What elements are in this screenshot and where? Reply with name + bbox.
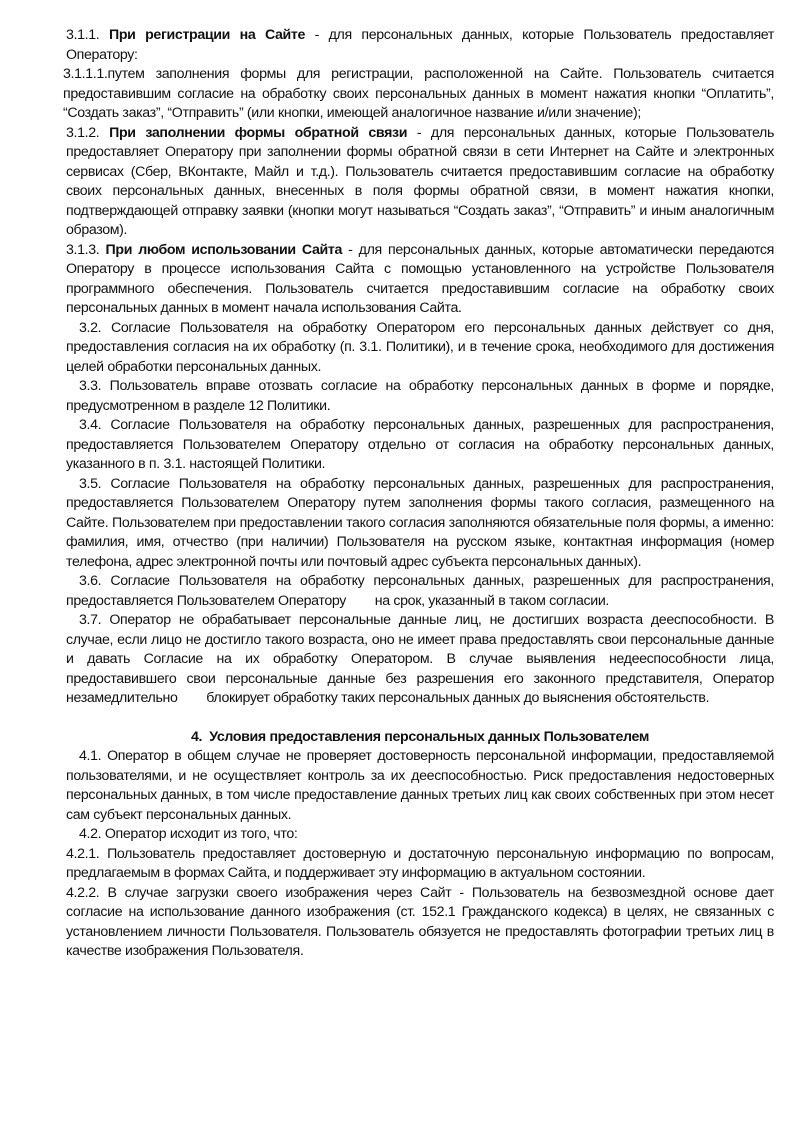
clause-number: 3.2. bbox=[79, 319, 102, 336]
clause-text: путем заполнения формы для регистрации, расположенной на Сайте. Пользователь считается предоставившим согласие на обработку своих персональных данных в момент нажатия кнопки “Оплатить”, “Создать заказ”, “Отправить” (или кнопки, имеющей аналогичное название и/или значение); bbox=[63, 66, 774, 121]
paragraph-4-1 bbox=[66, 747, 774, 825]
clause-number: 3.4. bbox=[79, 417, 102, 433]
document-page bbox=[63, 26, 778, 962]
paragraph-4-2-1 bbox=[66, 845, 774, 884]
paragraph-3-1-2 bbox=[66, 124, 774, 241]
clause-text: - для персональных данных, которые Пользователь предоставляет Оператору: bbox=[66, 27, 774, 63]
clause-title: При регистрации на Сайте bbox=[109, 27, 306, 43]
clause-text: Оператор в общем случае не проверяет достоверность персональной информации, предоставляемой пользователями, и не осуществляет контроль за их дееспособностью. Риск предоставления недостоверных персональных данных, в том числе предоставление данных третьих лиц как своих собственных при этом несет сам субъект персональных данных. bbox=[66, 748, 774, 823]
clause-number: 4.2.2. bbox=[66, 884, 100, 901]
paragraph-3-2 bbox=[66, 319, 774, 378]
paragraph-4-2-2 bbox=[66, 884, 774, 962]
clause-text: Пользователь вправе отозвать согласие на обработку персональных данных в форме и порядке, предусмотренном в разделе 12 Политики. bbox=[66, 378, 775, 414]
clause-number: 3.3. bbox=[79, 378, 102, 394]
clause-title: При заполнении формы обратной связи bbox=[109, 124, 408, 141]
section-4-heading: 4. Условия предоставления персональных данных Пользователем bbox=[190, 728, 650, 745]
paragraph-3-5 bbox=[66, 475, 774, 573]
clause-number: 3.5. bbox=[79, 475, 102, 492]
clause-number: 3.1.3. bbox=[66, 241, 100, 258]
clause-text: Согласие Пользователя на обработку персональных данных, разрешенных для распространения, предоставляется Пользователем Оператору отдельно от согласия на обработку персональных данных, указанного в п. 3.1. настоящей Политики. bbox=[66, 417, 774, 472]
clause-text: Пользователь предоставляет достоверную и достаточную персональную информацию по вопросам, предлагаемым в формах Сайта, и поддерживает эту информацию в актуальном состоянии. bbox=[66, 845, 774, 881]
paragraph-3-3 bbox=[66, 377, 774, 416]
clause-text: Согласие Пользователя на обработку персональных данных, разрешенных для распространения, предоставляется Пользователем Оператору на срок, указанный в таком согласии. bbox=[66, 573, 778, 609]
clause-number: 3.1.1. bbox=[66, 27, 100, 43]
clause-text: - для персональных данных, которые Пользователь предоставляет Оператору при заполнении формы обратной связи в сети Интернет на Сайте и электронных сервисах (Сбер, ВКонтакте, Майл и т.д.). Пользователь считается предоставившим согласие на обработку своих персональных данных, внесенных в поля формы обратной связи, в момент нажатия кнопки, подтверждающей отправку заявки (кнопки могут называться “Создать заказ”, “Отправить” и иным аналогичным образом). bbox=[66, 124, 775, 238]
clause-number: 3.1.2. bbox=[66, 124, 100, 141]
paragraph-3-1-1-1 bbox=[63, 65, 774, 124]
clause-number: 3.7. bbox=[79, 612, 102, 628]
clause-text: Оператор исходит из того, что: bbox=[104, 826, 298, 842]
clause-number: 3.1.1.1. bbox=[63, 66, 108, 82]
paragraph-4-2 bbox=[66, 825, 774, 845]
clause-text: Согласие Пользователя на обработку Оператором его персональных данных действует со дня, предоставления согласия на их обработку (п. 3.1. Политики), и в течение срока, необходимого для достижения целей обработки персональных данных. bbox=[66, 319, 774, 375]
clause-text: В случае загрузки своего изображения через Сайт - Пользователь на безвозмездной основе дает согласие на использование данного изображения (ст. 152.1 Гражданского кодекса) в целях, не связанных с установлением личности Пользователя. Пользователь обязуется не предоставлять фотографии третьих лиц в качестве изображения Пользователя. bbox=[66, 884, 774, 959]
paragraph-3-4 bbox=[66, 416, 774, 475]
clause-number: 4.2.1. bbox=[66, 845, 100, 862]
clause-number: 3.6. bbox=[79, 573, 102, 589]
paragraph-3-6 bbox=[66, 572, 778, 611]
clause-text: - для персональных данных, которые автоматически передаются Оператору в процессе использования Сайта с помощью установленного на устройстве Пользователя программного обеспечения. Пользователь считается предоставившим согласие на обработку своих персональных данных в момент начала использования Сайта. bbox=[66, 241, 775, 316]
paragraph-3-1-3 bbox=[66, 241, 774, 319]
clause-number: 4.1. bbox=[79, 748, 102, 764]
clause-text: Оператор не обрабатывает персональные данные лиц, не достигших возраста дееспособности. В случае, если лицо не достигло такого возраста, оно не имеет права предоставлять свои персональные данные и давать Согласие на их обработку Оператором. В случае выявления недееспособности лица, предоставившего свои персональные данные без разрешения его законного представителя, Оператор незамедлительно блокирует обработку таких персональных данных до выяснения обстоятельств. bbox=[66, 612, 778, 706]
paragraph-3-7 bbox=[66, 611, 778, 709]
paragraph-3-1-1 bbox=[66, 26, 774, 65]
clause-title: При любом использовании Сайта bbox=[105, 241, 343, 258]
clause-number: 4.2. bbox=[79, 826, 102, 842]
clause-text: Согласие Пользователя на обработку персональных данных, разрешенных для распространения, предоставляется Пользователем Оператору путем заполнения формы такого согласия, размещенного на Сайте. Пользователем при предоставлении такого согласия заполняются обязательные поля формы, а именно: фамилия, имя, отчество (при наличии) Пользователя на русском языке, контактная информация (номер телефона, адрес электронной почты или почтовый адрес субъекта персональных данных). bbox=[66, 475, 774, 570]
